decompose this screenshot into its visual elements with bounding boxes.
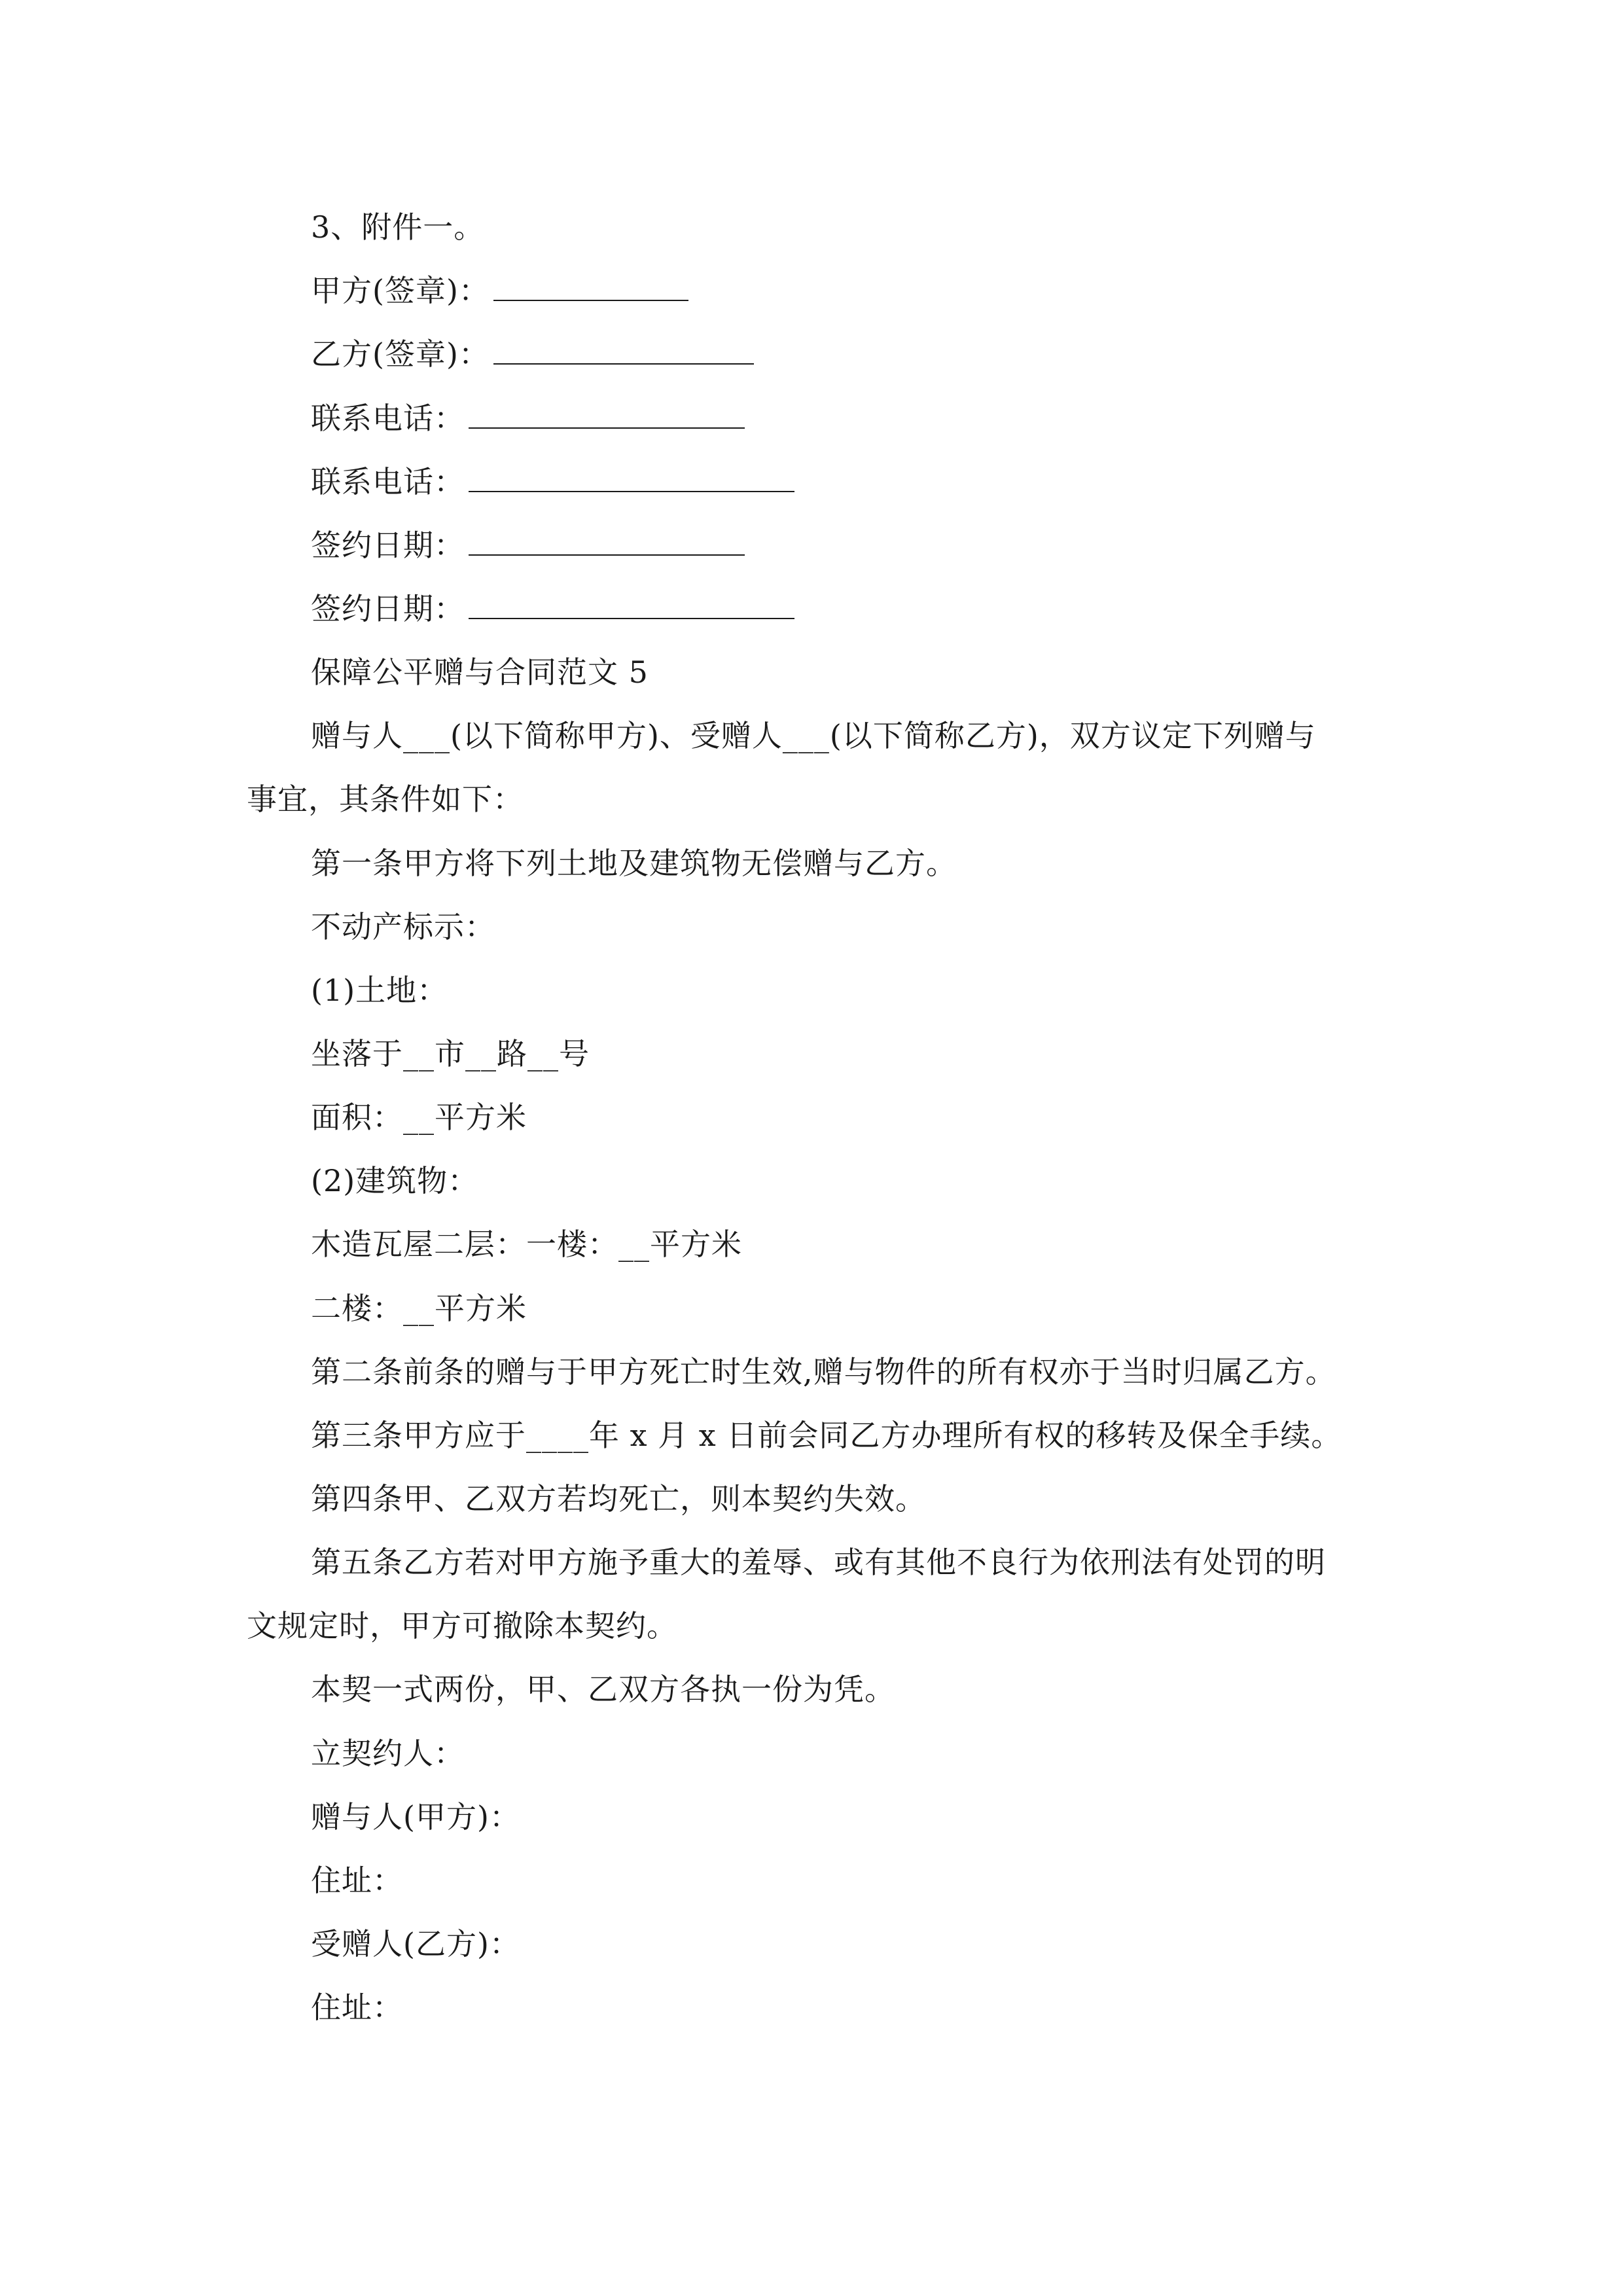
paragraph-intro-line-2: 事宜，其条件如下： — [247, 781, 524, 817]
donee-address-label: 住址： — [311, 1990, 403, 2025]
donor-address-label: 住址： — [311, 1863, 403, 1898]
date-label-2: 签约日期： — [311, 591, 465, 626]
building-floor-1: 木造瓦屋二层：一楼：__平方米 — [311, 1227, 742, 1262]
article-4: 第四条甲、乙双方若均死亡，则本契约失效。 — [311, 1481, 926, 1516]
building-heading: (2)建筑物： — [311, 1163, 479, 1198]
contracting-parties-heading: 立契约人： — [311, 1736, 465, 1771]
party-b-signature-blank — [493, 334, 754, 365]
property-heading: 不动产标示： — [311, 909, 495, 944]
attachment-text: 3、附件一。 — [311, 209, 485, 245]
building-floor-2: 二楼：__平方米 — [311, 1291, 527, 1326]
phone-label-1: 联系电话： — [311, 401, 465, 436]
date-blank-1 — [469, 526, 745, 556]
date-blank-2 — [469, 589, 794, 619]
land-area: 面积：__平方米 — [311, 1100, 527, 1135]
article-1: 第一条甲方将下列土地及建筑物无偿赠与乙方。 — [311, 846, 957, 881]
section-title: 保障公平赠与合同范文 5 — [311, 655, 649, 690]
phone-blank-1 — [469, 399, 745, 429]
donee-label: 受赠人(乙方)： — [311, 1926, 520, 1962]
party-b-signature-label: 乙方(签章)： — [311, 336, 490, 372]
paragraph-intro-line-1: 赠与人___(以下简称甲方)、受赠人___(以下简称乙方)，双方议定下列赠与 — [311, 718, 1316, 753]
donor-label: 赠与人(甲方)： — [311, 1799, 520, 1835]
article-3: 第三条甲方应于____年 x 月 x 日前会同乙方办理所有权的移转及保全手续。 — [311, 1418, 1342, 1453]
party-b-signature-line — [311, 334, 754, 374]
phone-label-2: 联系电话： — [311, 464, 465, 499]
party-a-signature-blank — [493, 271, 688, 301]
attachment-line — [311, 207, 484, 247]
phone-line-1 — [311, 399, 745, 438]
party-a-signature-line — [311, 271, 688, 310]
phone-line-2 — [311, 462, 794, 501]
party-a-signature-label: 甲方(签章)： — [311, 273, 490, 308]
article-5-line-2: 文规定时，甲方可撤除本契约。 — [247, 1608, 677, 1643]
article-2: 第二条前条的赠与于甲方死亡时生效,赠与物件的所有权亦于当时归属乙方。 — [311, 1354, 1336, 1390]
date-label-1: 签约日期： — [311, 528, 465, 563]
land-heading: (1)土地： — [311, 973, 448, 1008]
copies-clause: 本契一式两份，甲、乙双方各执一份为凭。 — [311, 1672, 895, 1707]
article-5-line-1: 第五条乙方若对甲方施予重大的羞辱、或有其他不良行为依刑法有处罚的明 — [311, 1545, 1326, 1580]
land-location: 坐落于__市__路__号 — [311, 1036, 590, 1071]
date-line-2 — [311, 589, 794, 628]
phone-blank-2 — [469, 462, 794, 492]
date-line-1 — [311, 526, 745, 565]
